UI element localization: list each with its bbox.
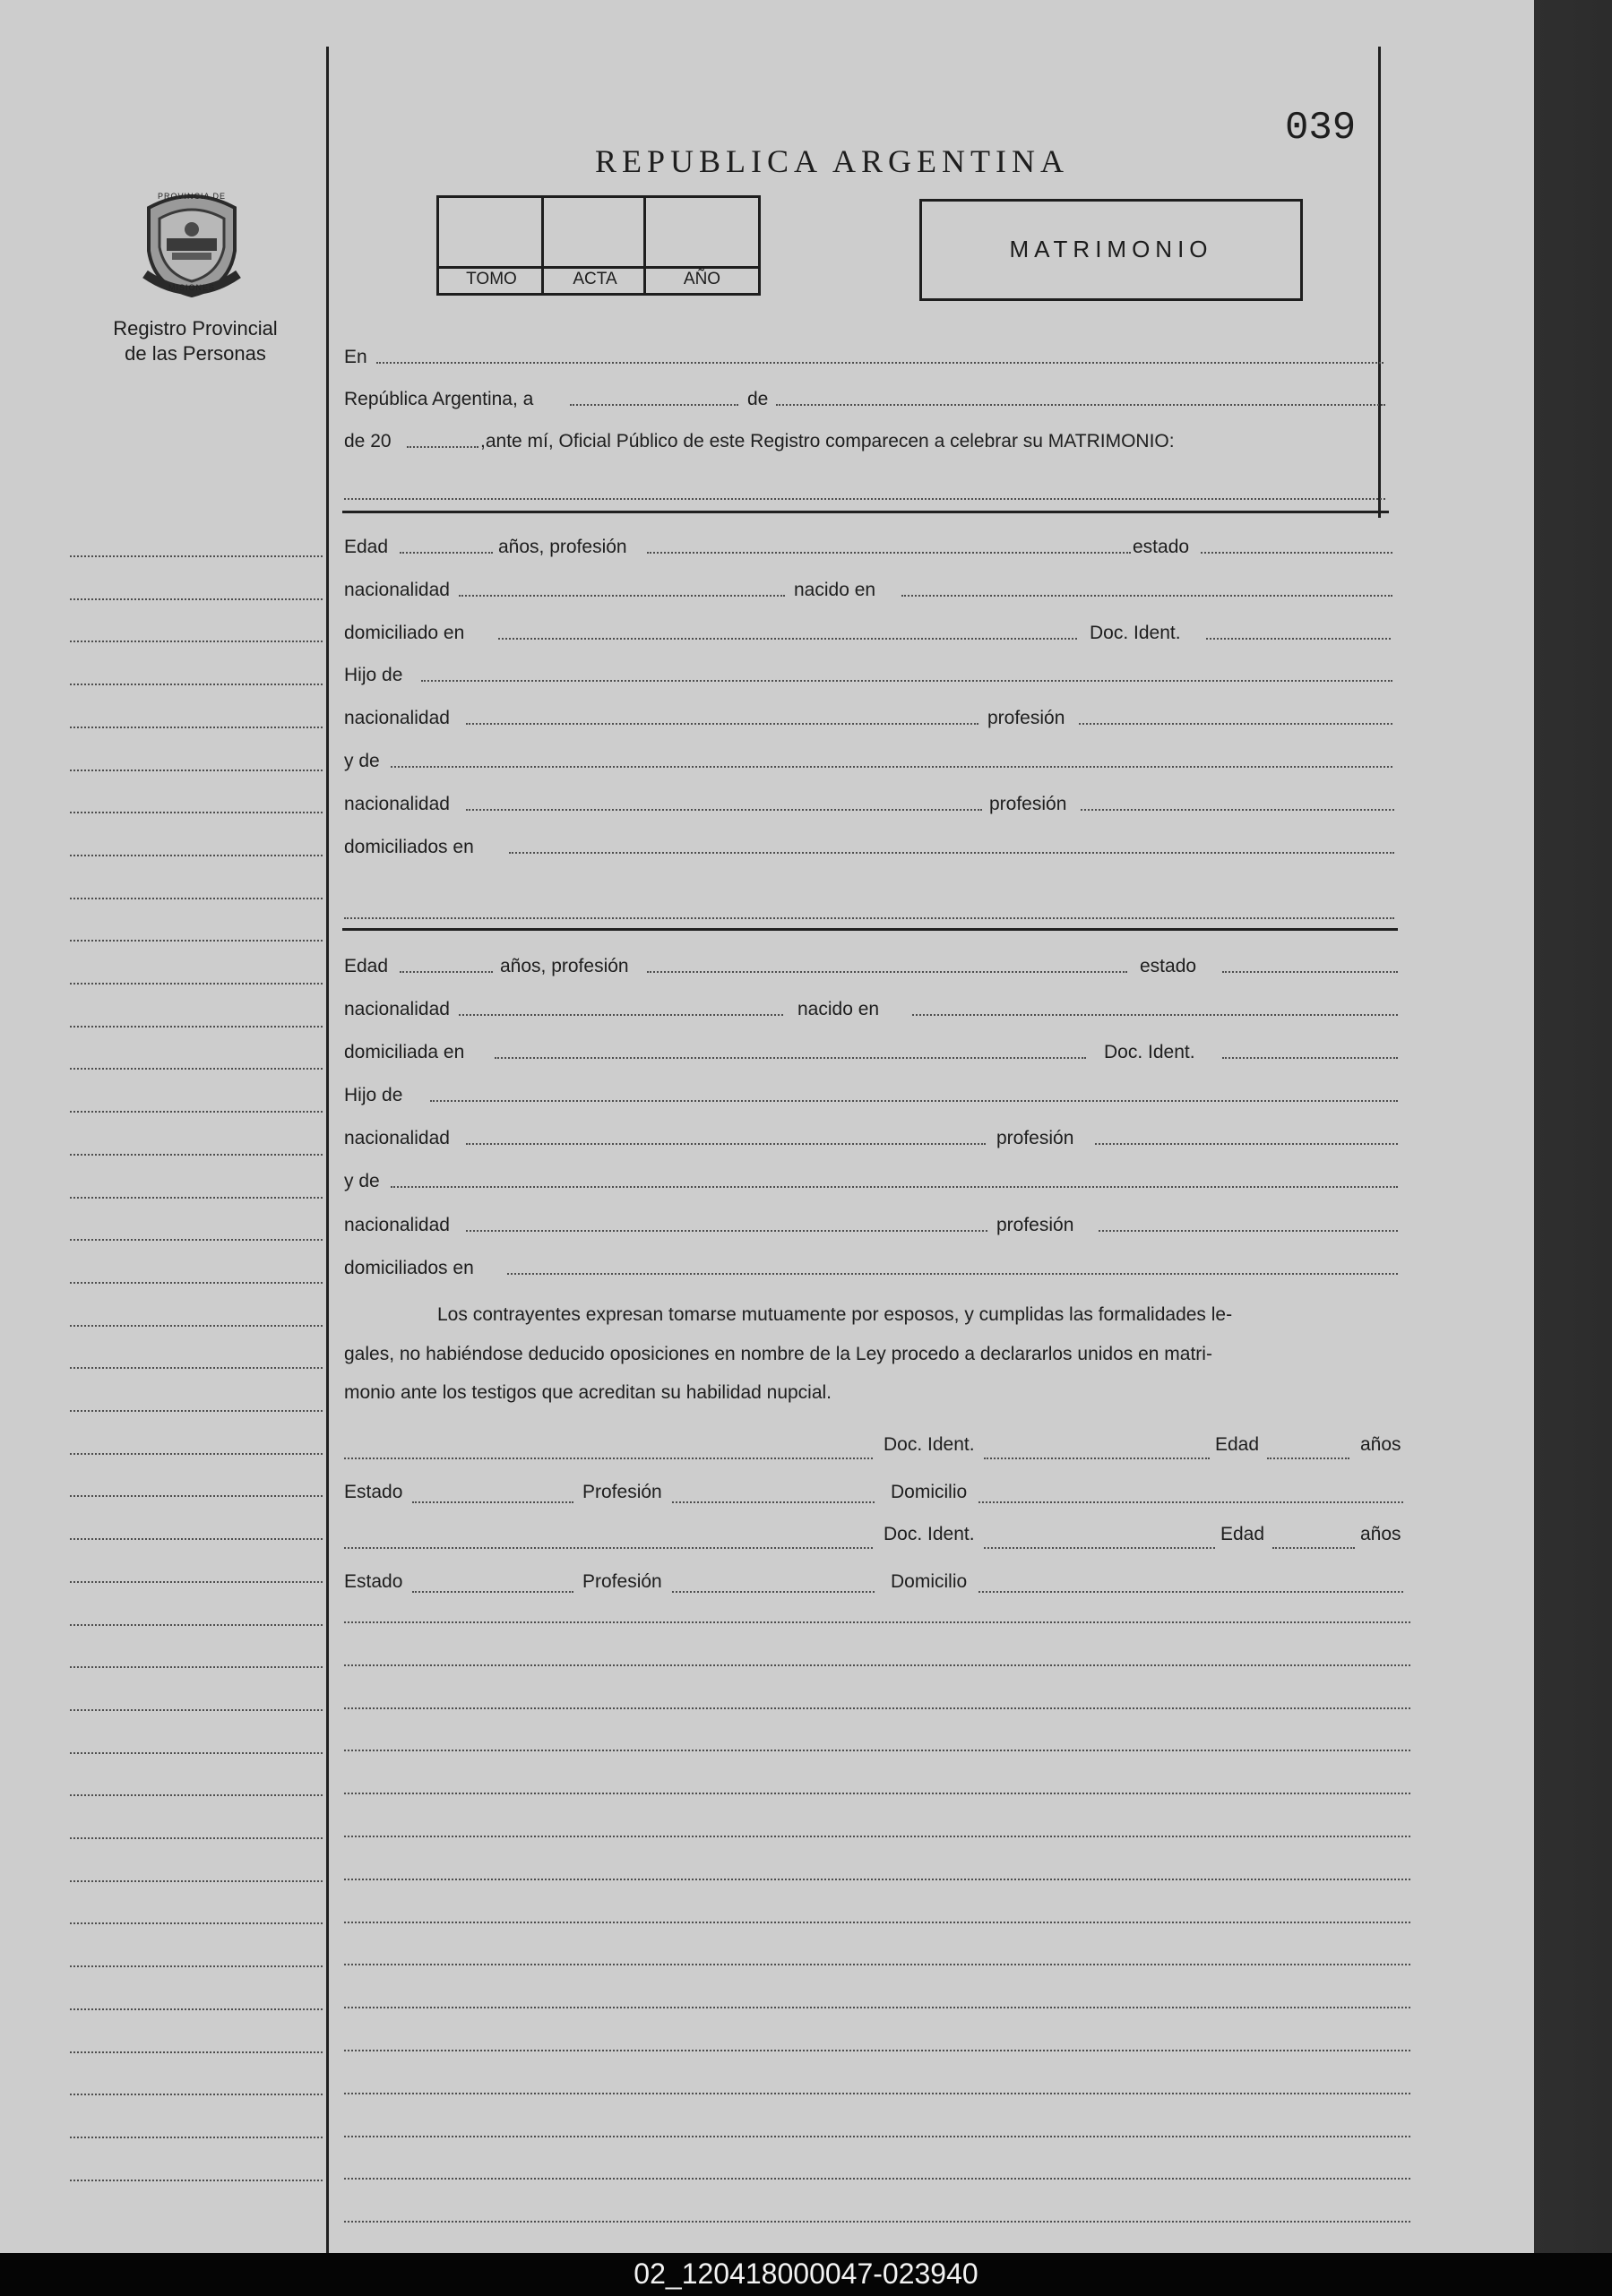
margin-line bbox=[70, 598, 323, 600]
c2-domiciliada: domiciliada en bbox=[344, 1042, 465, 1062]
c2-profesion2: profesión bbox=[996, 1215, 1074, 1235]
notes-line bbox=[344, 1793, 1410, 1794]
image-reference: 02_120418000047-023940 bbox=[634, 2257, 978, 2290]
margin-line bbox=[70, 1752, 323, 1754]
seal-top-text: PROVINCIA DE bbox=[157, 192, 226, 201]
w1-anos: años bbox=[1360, 1434, 1401, 1455]
margin-line bbox=[70, 2180, 323, 2181]
notes-line bbox=[344, 2093, 1410, 2094]
margin-line bbox=[70, 1282, 323, 1284]
margin-line bbox=[70, 812, 323, 813]
c2-estado: estado bbox=[1140, 956, 1197, 976]
margin-line bbox=[70, 2094, 323, 2095]
c1-edad: Edad bbox=[344, 537, 389, 557]
record-type-box bbox=[919, 199, 1303, 301]
w2-doc-ident: Doc. Ident. bbox=[884, 1524, 975, 1544]
c2-nacido-en: nacido en bbox=[797, 999, 880, 1019]
c1-estado: estado bbox=[1133, 537, 1190, 557]
page-number: 039 bbox=[1285, 106, 1357, 150]
margin-line bbox=[70, 555, 323, 557]
margin-line bbox=[70, 898, 323, 899]
margin-line bbox=[70, 1026, 323, 1028]
margin-line bbox=[70, 641, 323, 642]
margin-line bbox=[70, 684, 323, 685]
margin-line bbox=[70, 1624, 323, 1626]
margin-line bbox=[70, 1197, 323, 1199]
margin-line bbox=[70, 1410, 323, 1412]
margin-line bbox=[70, 1239, 323, 1241]
w2-estado: Estado bbox=[344, 1571, 403, 1592]
register-box bbox=[436, 195, 761, 296]
c2-anos-profesion: años, profesión bbox=[500, 956, 629, 976]
c2-profesion: profesión bbox=[996, 1128, 1074, 1148]
c1-nacionalidad3: nacionalidad bbox=[344, 794, 450, 814]
margin-line bbox=[70, 940, 323, 942]
notes-line bbox=[344, 2136, 1410, 2137]
notes-line bbox=[344, 2178, 1410, 2180]
c2-nacionalidad3: nacionalidad bbox=[344, 1215, 450, 1235]
margin-line bbox=[70, 1453, 323, 1455]
c2-edad: Edad bbox=[344, 956, 389, 976]
country-title: REPUBLICA ARGENTINA bbox=[595, 143, 1070, 179]
c2-domiciliados: domiciliados en bbox=[344, 1258, 474, 1278]
margin-line bbox=[70, 2051, 323, 2053]
section-divider-1 bbox=[342, 511, 1389, 513]
section-divider-2 bbox=[342, 928, 1398, 931]
c1-profesion: profesión bbox=[987, 708, 1065, 728]
intro-sentence: ,ante mí, Oficial Público de este Registro comparecen a celebrar su MATRIMONIO: bbox=[480, 431, 1175, 451]
notes-line bbox=[344, 2221, 1410, 2223]
seal-bottom-text: MISIONES bbox=[168, 283, 215, 292]
margin-line bbox=[70, 727, 323, 728]
notes-line bbox=[344, 2050, 1410, 2051]
margin-line bbox=[70, 2008, 323, 2010]
notes-line bbox=[344, 1664, 1410, 1666]
c1-domiciliados: domiciliados en bbox=[344, 837, 474, 857]
margin-line bbox=[70, 1794, 323, 1796]
margin-line bbox=[70, 1538, 323, 1540]
notes-line bbox=[344, 1621, 1410, 1623]
c1-nacionalidad: nacionalidad bbox=[344, 580, 450, 600]
notes-line bbox=[344, 1707, 1410, 1709]
margin-line bbox=[70, 1154, 323, 1156]
c1-domiciliado: domiciliado en bbox=[344, 623, 465, 643]
w2-domicilio: Domicilio bbox=[891, 1571, 968, 1592]
notes-line bbox=[344, 1836, 1410, 1837]
column-tomo: TOMO bbox=[466, 270, 517, 288]
margin-line bbox=[70, 1068, 323, 1070]
c1-anos-profesion: años, profesión bbox=[498, 537, 627, 557]
margin-line bbox=[70, 1367, 323, 1369]
c1-hijo-de: Hijo de bbox=[344, 665, 403, 685]
c1-y-de: y de bbox=[344, 751, 380, 771]
notes-line bbox=[344, 1879, 1410, 1880]
c2-doc-ident: Doc. Ident. bbox=[1104, 1042, 1195, 1062]
column-acta: ACTA bbox=[573, 270, 617, 288]
c2-y-de: y de bbox=[344, 1171, 380, 1191]
margin-line bbox=[70, 1709, 323, 1711]
intro-republica: República Argentina, a bbox=[344, 389, 534, 409]
c2-nacionalidad: nacionalidad bbox=[344, 999, 450, 1019]
c2-hijo-de: Hijo de bbox=[344, 1085, 403, 1105]
margin-line bbox=[70, 1666, 323, 1668]
margin-line bbox=[70, 1581, 323, 1583]
declaration-line2: gales, no habiéndose deducido oposiciones en nombre de la Ley procedo a declararlos unidos en matri- bbox=[344, 1344, 1212, 1364]
notes-line bbox=[344, 1750, 1410, 1751]
margin-line bbox=[70, 983, 323, 985]
c2-nacionalidad2: nacionalidad bbox=[344, 1128, 450, 1148]
registry-name-line1: Registro Provincial bbox=[113, 317, 278, 340]
margin-line bbox=[70, 1495, 323, 1497]
left-vertical-rule bbox=[326, 47, 329, 2253]
declaration-line3: monio ante los testigos que acreditan su habilidad nupcial. bbox=[344, 1382, 832, 1403]
right-vertical-rule bbox=[1378, 47, 1381, 518]
margin-line bbox=[70, 1837, 323, 1839]
w1-profesion: Profesión bbox=[582, 1482, 662, 1502]
w1-estado: Estado bbox=[344, 1482, 403, 1502]
registry-name-line2: de las Personas bbox=[125, 342, 266, 365]
w1-edad: Edad bbox=[1215, 1434, 1260, 1455]
margin-line bbox=[70, 1325, 323, 1327]
column-ano: AÑO bbox=[683, 270, 721, 288]
w1-domicilio: Domicilio bbox=[891, 1482, 968, 1502]
margin-line bbox=[70, 1880, 323, 1882]
record-type-label: MATRIMONIO bbox=[1009, 236, 1213, 262]
intro-de20: de 20 bbox=[344, 431, 392, 451]
w2-edad: Edad bbox=[1220, 1524, 1265, 1544]
margin-line bbox=[70, 2137, 323, 2138]
margin-line bbox=[70, 1965, 323, 1967]
c1-nacionalidad2: nacionalidad bbox=[344, 708, 450, 728]
notes-line bbox=[344, 1964, 1410, 1965]
intro-de: de bbox=[747, 389, 769, 409]
margin-line bbox=[70, 855, 323, 856]
margin-line bbox=[70, 1111, 323, 1113]
notes-line bbox=[344, 1922, 1410, 1923]
c1-nacido-en: nacido en bbox=[794, 580, 876, 600]
margin-line bbox=[70, 1922, 323, 1924]
intro-en: En bbox=[344, 347, 367, 367]
declaration-line1: Los contrayentes expresan tomarse mutuamente por esposos, y cumplidas las formalidades le- bbox=[437, 1304, 1233, 1325]
w2-profesion: Profesión bbox=[582, 1571, 662, 1592]
c1-profesion2: profesión bbox=[989, 794, 1067, 814]
c1-doc-ident: Doc. Ident. bbox=[1090, 623, 1181, 643]
w1-doc-ident: Doc. Ident. bbox=[884, 1434, 975, 1455]
w2-anos: años bbox=[1360, 1524, 1401, 1544]
margin-line bbox=[70, 770, 323, 771]
notes-line bbox=[344, 2007, 1410, 2008]
